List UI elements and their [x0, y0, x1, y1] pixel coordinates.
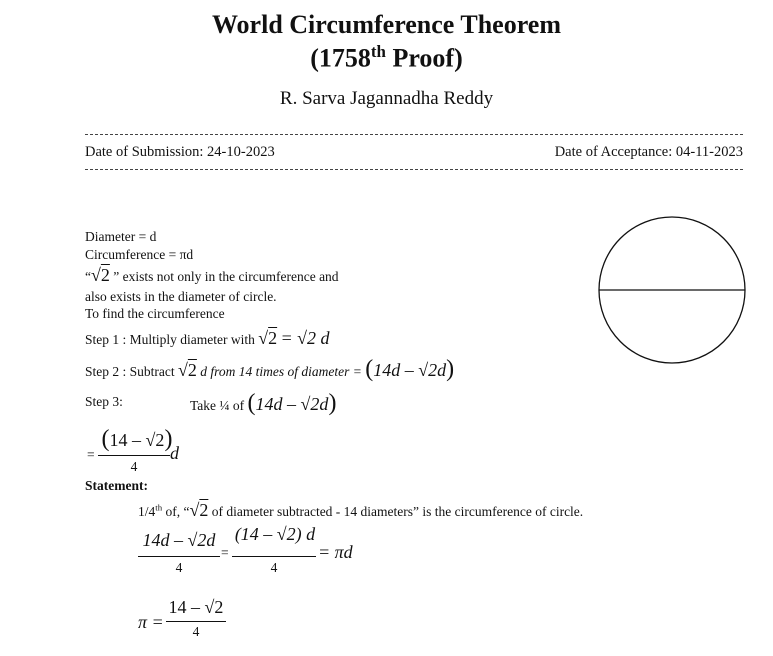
intro-diameter: Diameter = d — [85, 229, 157, 244]
acceptance-date: Date of Acceptance: 04-11-2023 — [554, 144, 743, 160]
pi-numerator: 14 – √2 — [168, 597, 224, 617]
eq-numerator-2: (14 – √2) d — [234, 524, 316, 544]
pi-lhs: π = — [138, 612, 164, 632]
result-equals: = — [87, 447, 95, 462]
eq-fraction-line-1 — [138, 556, 220, 557]
result-fraction-line — [98, 455, 170, 456]
submission-date: Date of Submission: 24-10-2023 — [85, 144, 275, 160]
eq-denominator-1: 4 — [175, 560, 183, 575]
result-numerator: (14 – √2) — [101, 426, 173, 452]
pi-fraction-line — [166, 621, 226, 622]
eq-denominator-2: 4 — [270, 560, 278, 575]
intro-diameter-line: also exists in the diameter of circle. — [85, 289, 277, 304]
paper-title-line1: World Circumference Theorem — [211, 10, 561, 39]
step3: Take ¼ of (14d – √2d) — [190, 390, 337, 416]
pi-denominator: 4 — [192, 624, 200, 639]
divider-bottom — [85, 169, 743, 170]
eq-numerator-1: 14d – √2d — [142, 530, 216, 550]
result-var: d — [170, 443, 179, 463]
circle-diagram — [596, 214, 748, 366]
intro-circumference: Circumference = πd — [85, 247, 194, 262]
step2: Step 2 : Subtract √2 d from 14 times of diameter = (14d – √2d) — [85, 356, 455, 382]
statement-heading: Statement: — [85, 478, 148, 493]
paper-title-line2: (1758th Proof) — [310, 42, 463, 73]
eq-equals: = — [221, 545, 229, 560]
intro-root2-line: “√2 ” exists not only in the circumference and — [85, 265, 339, 285]
result-denominator: 4 — [130, 459, 138, 474]
eq-rhs: = πd — [318, 542, 353, 562]
author: R. Sarva Jagannadha Reddy — [279, 88, 494, 109]
eq-fraction-line-2 — [232, 556, 316, 557]
step3-label: Step 3: — [85, 394, 123, 409]
statement-text: 1/4th of, “√2 of diameter subtracted - 14 diameters” is the circumference of circle. — [138, 500, 584, 520]
intro-find: To find the circumference — [85, 306, 225, 321]
step1: Step 1 : Multiply diameter with √2 = √2 d — [85, 328, 330, 348]
divider-top — [85, 134, 743, 135]
